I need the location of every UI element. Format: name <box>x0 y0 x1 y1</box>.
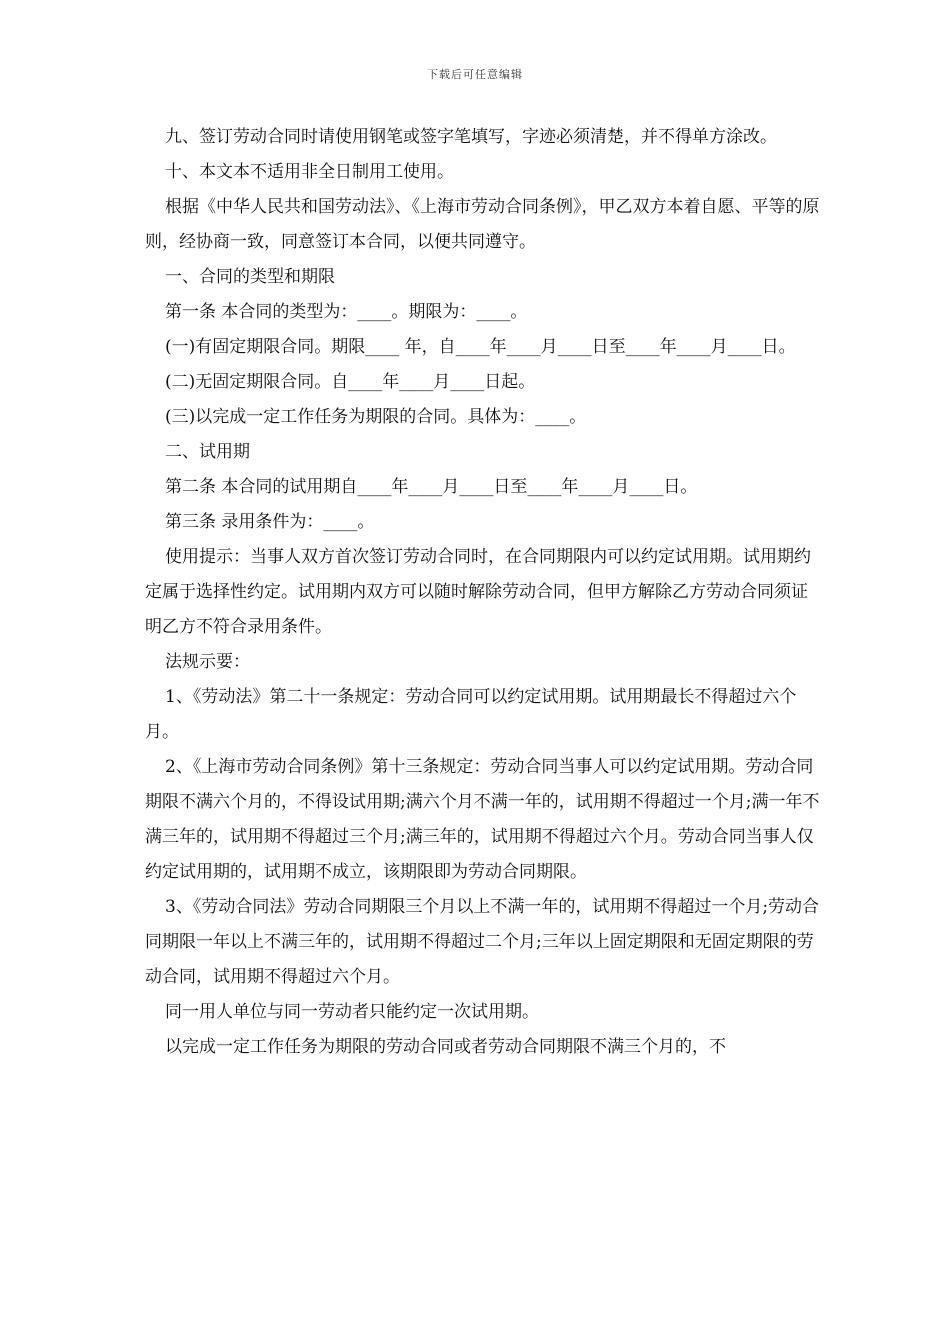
paragraph: 3、《劳动合同法》劳动合同期限三个月以上不满一年的，试用期不得超过一个月;劳动合同期限一年以上不满三年的，试用期不得超过二个月;三年以上固定期限和无固定期限的劳动合同，试用期不得超过六个月。 <box>145 897 820 987</box>
paragraph: 同一用人单位与同一劳动者只能约定一次试用期。 <box>165 1002 539 1022</box>
paragraph: 九、签订劳动合同时请使用钢笔或签字笔填写，字迹必须清楚，并不得单方涂改。 <box>165 127 777 147</box>
paragraph: 第三条 录用条件为：____。 <box>165 512 375 532</box>
document-body <box>145 120 820 1065</box>
paragraph: (二)无固定期限合同。自____年____月____日起。 <box>165 372 536 392</box>
paragraph: 第二条 本合同的试用期自____年____月____日至____年____月____日。 <box>165 477 698 497</box>
paragraph: (一)有固定期限合同。期限____ 年，自____年____月____日至____年____月____日。 <box>165 337 796 357</box>
paragraph: 法规示要： <box>165 652 250 672</box>
page-header: 下载后可任意编辑 <box>427 68 523 81</box>
section-heading: 一、合同的类型和期限 <box>165 267 335 287</box>
paragraph: 根据《中华人民共和国劳动法》、《上海市劳动合同条例》，甲乙双方本着自愿、平等的原则，经协商一致，同意签订本合同，以便共同遵守。 <box>145 197 820 252</box>
section-heading: 二、试用期 <box>165 442 250 462</box>
paragraph: 使用提示：当事人双方首次签订劳动合同时，在合同期限内可以约定试用期。试用期约定属于选择性约定。试用期内双方可以随时解除劳动合同，但甲方解除乙方劳动合同须证明乙方不符合录用条件。 <box>145 547 811 637</box>
paragraph: 以完成一定工作任务为期限的劳动合同或者劳动合同期限不满三个月的，不 <box>165 1037 726 1057</box>
paragraph: 十、本文本不适用非全日制用工使用。 <box>165 162 454 182</box>
paragraph: 1、《劳动法》第二十一条规定：劳动合同可以约定试用期。试用期最长不得超过六个月。 <box>145 687 797 742</box>
paragraph: (三)以完成一定工作任务为期限的合同。具体为：____。 <box>165 407 587 427</box>
paragraph: 第一条 本合同的类型为：____。期限为：____。 <box>165 302 528 322</box>
paragraph: 2、《上海市劳动合同条例》第十三条规定：劳动合同当事人可以约定试用期。劳动合同期限不满六个月的，不得设试用期;满六个月不满一年的，试用期不得超过一个月;满一年不满三年的，试用期不得超过三个月;满三年的，试用期不得超过六个月。劳动合同当事人仅约定试用期的，试用期不成立，该期限即为劳动合同期限。 <box>145 757 820 882</box>
